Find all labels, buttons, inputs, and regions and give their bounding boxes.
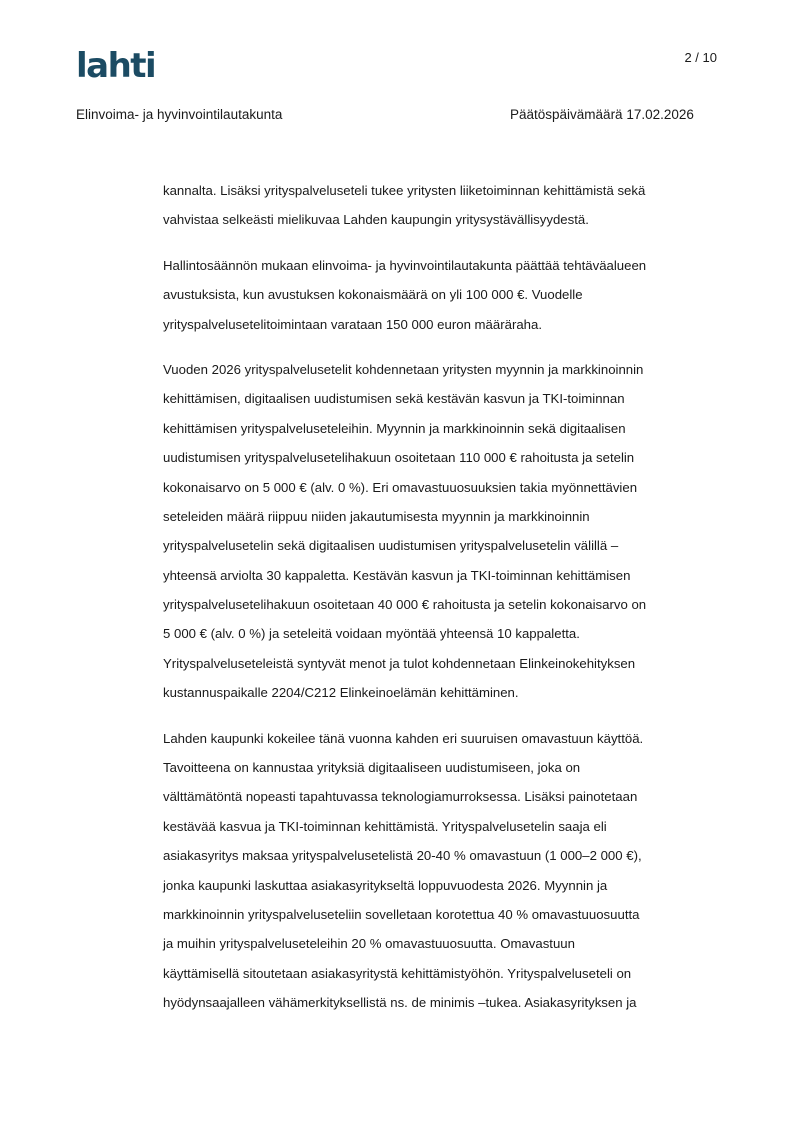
text-line: Vuoden 2026 yrityspalvelusetelit kohdennetaan yritysten myynnin ja markkinoinnin: [163, 361, 644, 377]
body-text: [163, 176, 723, 1034]
text-line: Yrityspalveluseteleistä syntyvät menot ja tulot kohdennetaan Elinkeinokehityksen: [163, 655, 636, 671]
text-line: yrityspalvelusetelin sekä digitaalisen uudistumisen yrityspalvelusetelin välillä –: [163, 538, 619, 554]
text-line: kustannuspaikalle 2204/C212 Elinkeinoelämän kehittäminen.: [163, 685, 519, 701]
paragraph-2: [163, 251, 723, 339]
text-line: yrityspalvelusetelitoimintaan varataan 150 000 euron määräraha.: [163, 316, 542, 332]
text-line: yhteensä arviolta 30 kappaletta. Kestävän kasvun ja TKI-toiminnan kehittämisen: [163, 567, 631, 583]
paragraph-3: [163, 355, 723, 708]
text-line: käyttämisellä sitoutetaan asiakasyritystä kehittämistyöhön. Yrityspalveluseteli on: [163, 965, 632, 981]
text-line: seteleiden määrä riippuu niiden jakautumisesta myynnin ja markkinoinnin: [163, 508, 590, 524]
text-line: kokonaisarvo on 5 000 € (alv. 0 %). Eri omavastuuosuuksien takia myönnettävien: [163, 479, 638, 495]
text-line: markkinoinnin yrityspalveluseteliin sovelletaan korotettua 40 % omavastuuosuutta: [163, 906, 640, 922]
lahti-logo: [76, 46, 168, 82]
text-line: kehittämisen yrityspalveluseteleihin. Myynnin ja markkinoinnin sekä digitaalisen: [163, 420, 626, 436]
page-number: 2 / 10: [684, 50, 717, 65]
text-line: hyödynsaajalleen vähämerkityksellistä ns. de minimis –tukea. Asiakasyrityksen ja: [163, 995, 637, 1011]
text-line: Hallintosäännön mukaan elinvoima- ja hyvinvointilautakunta päättää tehtäväalueen: [163, 257, 647, 273]
committee-name: Elinvoima- ja hyvinvointilautakunta: [76, 107, 283, 122]
text-line: 5 000 € (alv. 0 %) ja seteleitä voidaan myöntää yhteensä 10 kappaletta.: [163, 626, 580, 642]
text-line: Lahden kaupunki kokeilee tänä vuonna kahden eri suuruisen omavastuun käyttöä.: [163, 730, 644, 746]
logo-wordmark: lahti: [76, 46, 156, 82]
text-line: jonka kaupunki laskuttaa asiakasyritykseltä loppuvuodesta 2026. Myynnin ja: [163, 877, 608, 893]
text-line: asiakasyritys maksaa yrityspalvelusetelistä 20-40 % omavastuun (1 000–2 000 €),: [163, 848, 642, 864]
text-line: kannalta. Lisäksi yrityspalveluseteli tukee yritysten liiketoiminnan kehittämistä sekä: [163, 183, 646, 198]
paragraph-1: [163, 176, 723, 235]
text-line: Tavoitteena on kannustaa yrityksiä digitaaliseen uudistumiseen, joka on: [163, 760, 581, 776]
text-line: kestävää kasvua ja TKI-toiminnan kehittämistä. Yrityspalvelusetelin saaja eli: [163, 818, 607, 834]
decision-date: Päätöspäivämäärä 17.02.2026: [510, 107, 694, 122]
text-line: välttämätöntä nopeasti tapahtuvassa teknologiamurroksessa. Lisäksi painotetaan: [163, 789, 638, 805]
text-line: ja muihin yrityspalveluseteleihin 20 % omavastuuosuutta. Omavastuun: [163, 936, 575, 952]
text-line: kehittämisen, digitaalisen uudistumisen sekä kestävän kasvun ja TKI-toiminnan: [163, 391, 625, 407]
text-line: vahvistaa selkeästi mielikuvaa Lahden kaupungin yritysystävällisyydestä.: [163, 212, 589, 228]
paragraph-4: [163, 724, 723, 1018]
text-line: avustuksista, kun avustuksen kokonaismäärä on yli 100 000 €. Vuodelle: [163, 287, 583, 303]
text-line: yrityspalvelusetelihakuun osoitetaan 40 000 € rahoitusta ja setelin kokonaisarvo on: [163, 597, 647, 613]
text-line: uudistumisen yrityspalvelusetelihakuun osoitetaan 110 000 € rahoitusta ja setelin: [163, 450, 635, 466]
